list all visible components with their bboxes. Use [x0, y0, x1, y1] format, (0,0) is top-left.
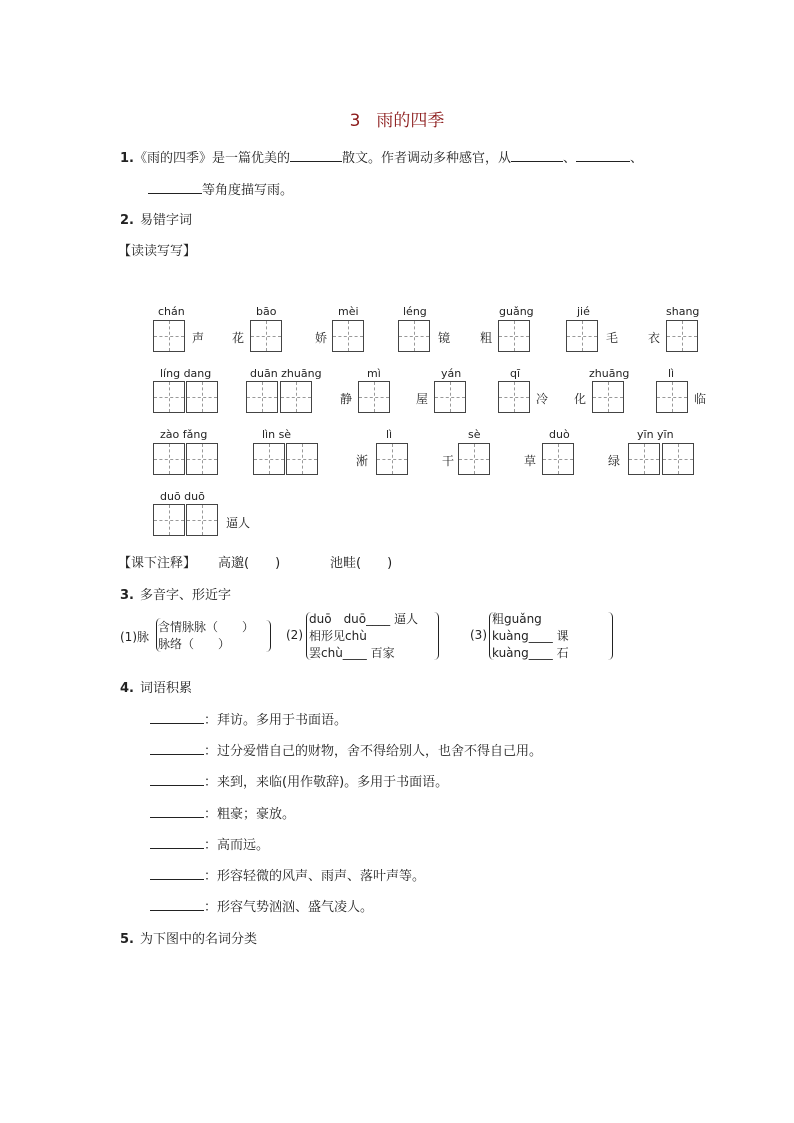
- writing-box[interactable]: [280, 381, 312, 413]
- given-character: 绿: [608, 454, 621, 468]
- question-text: 多音字、形近字: [139, 588, 231, 603]
- writing-box[interactable]: [376, 443, 408, 475]
- fill-blank[interactable]: [150, 805, 204, 818]
- definition-line: [150, 803, 295, 822]
- question-3-heading: [120, 584, 231, 603]
- writing-box[interactable]: [566, 320, 598, 352]
- writing-box[interactable]: [498, 320, 530, 352]
- given-character: 花: [232, 331, 245, 345]
- given-character: 干: [442, 454, 455, 468]
- group-1-label: (1)脉: [120, 630, 149, 644]
- fill-blank[interactable]: [148, 181, 202, 194]
- pinyin: yán: [441, 367, 462, 380]
- right-brace: [608, 612, 613, 660]
- writing-box[interactable]: [246, 381, 278, 413]
- right-brace: [434, 612, 439, 660]
- writing-box[interactable]: [656, 381, 688, 413]
- given-character: 草: [524, 454, 537, 468]
- right-brace: [266, 620, 271, 652]
- definition-text: ：来到，来临(用作敬辞)。多用于书面语。: [204, 775, 449, 790]
- pinyin: bāo: [256, 305, 277, 318]
- page-title: [0, 106, 794, 131]
- given-character: 声: [192, 331, 205, 345]
- question-2-heading: [120, 209, 192, 228]
- fill-blank[interactable]: [576, 149, 630, 162]
- separator: 、: [563, 151, 577, 166]
- writing-box[interactable]: [542, 443, 574, 475]
- section-label-read-write: 【读读写写】: [118, 244, 197, 259]
- question-text: 散文。作者调动多种感官，从: [342, 151, 512, 166]
- group-2-item: 相形见chù: [309, 629, 367, 643]
- writing-box[interactable]: [253, 443, 285, 475]
- pinyin: shang: [666, 305, 700, 318]
- group-3-item: kuàng____ 课: [492, 629, 569, 643]
- lesson-title: 雨的四季: [376, 111, 445, 131]
- writing-box[interactable]: [186, 504, 218, 536]
- question-text: 词语积累: [139, 681, 192, 696]
- question-1-line1: [120, 147, 643, 166]
- definition-text: ：过分爱惜自己的财物，舍不得给别人，也舍不得自己用。: [204, 744, 543, 759]
- writing-box[interactable]: [153, 320, 185, 352]
- note-item-chiqi: 池畦( ): [330, 556, 393, 571]
- pinyin: mì: [367, 367, 381, 380]
- writing-box[interactable]: [458, 443, 490, 475]
- writing-box[interactable]: [398, 320, 430, 352]
- fill-blank[interactable]: [150, 711, 204, 724]
- definition-line: [150, 740, 542, 759]
- given-character: 粗: [480, 331, 493, 345]
- pinyin: líng dang: [160, 367, 212, 380]
- separator: 、: [630, 151, 644, 166]
- writing-box[interactable]: [153, 504, 185, 536]
- question-4-heading: [120, 677, 192, 696]
- writing-box[interactable]: [186, 443, 218, 475]
- fill-blank[interactable]: [511, 149, 563, 162]
- given-character: 淅: [356, 454, 369, 468]
- pinyin: lì: [668, 367, 675, 380]
- given-character: 冷: [536, 392, 549, 406]
- writing-box[interactable]: [628, 443, 660, 475]
- question-number: 3.: [120, 588, 134, 603]
- question-5-heading: [120, 928, 257, 947]
- definition-text: ：形容轻微的风声、雨声、落叶声等。: [204, 869, 426, 884]
- question-text: 等角度描写雨。: [202, 183, 294, 198]
- notes-label: 【课下注释】: [118, 556, 197, 571]
- pinyin: zào fǎng: [160, 428, 208, 441]
- question-text: 《雨的四季》是一篇优美的: [133, 151, 290, 166]
- writing-box[interactable]: [186, 381, 218, 413]
- fill-blank[interactable]: [150, 742, 204, 755]
- given-character: 娇: [315, 331, 328, 345]
- writing-box[interactable]: [498, 381, 530, 413]
- given-character: 毛: [606, 331, 619, 345]
- lesson-number: 3: [349, 111, 361, 131]
- writing-box[interactable]: [153, 381, 185, 413]
- given-character: 镜: [438, 331, 451, 345]
- writing-box[interactable]: [666, 320, 698, 352]
- pinyin: mèi: [338, 305, 359, 318]
- given-character: 屋: [416, 392, 429, 406]
- pinyin: qī: [510, 367, 521, 380]
- group-2-item: duō duō____ 逼人: [309, 612, 418, 626]
- question-number: 4.: [120, 681, 134, 696]
- pinyin: duān zhuāng: [250, 367, 322, 380]
- group-3-item: kuàng____ 石: [492, 646, 569, 660]
- writing-box[interactable]: [286, 443, 318, 475]
- pinyin: jié: [577, 305, 590, 318]
- pinyin: léng: [403, 305, 427, 318]
- writing-box[interactable]: [250, 320, 282, 352]
- pinyin: lìn sè: [262, 428, 292, 441]
- definition-text: ：高而远。: [204, 838, 270, 853]
- question-text: 为下图中的名词分类: [139, 932, 257, 947]
- definition-text: ：粗豪；豪放。: [204, 807, 296, 822]
- definition-line: [150, 865, 425, 884]
- group-2-label: (2): [286, 628, 303, 642]
- fill-blank[interactable]: [150, 898, 204, 911]
- definition-line: [150, 771, 448, 790]
- fill-blank[interactable]: [150, 836, 204, 849]
- given-character: 化: [574, 392, 587, 406]
- definition-text: ：形容气势汹汹、盛气凌人。: [204, 900, 374, 915]
- given-character: 临: [694, 392, 707, 406]
- question-number: 5.: [120, 932, 134, 947]
- question-number: 2.: [120, 213, 134, 228]
- fill-blank[interactable]: [290, 149, 342, 162]
- writing-box[interactable]: [592, 381, 624, 413]
- group-3-item: 粗guǎng: [492, 612, 542, 626]
- writing-box[interactable]: [153, 443, 185, 475]
- given-character: 衣: [648, 331, 661, 345]
- definition-line: [150, 834, 269, 853]
- question-1-line2: [148, 179, 293, 198]
- note-item-gaomiao: 高邈( ): [218, 556, 281, 571]
- fill-blank[interactable]: [150, 867, 204, 880]
- group-1-item: 脉络（ ）: [158, 637, 231, 651]
- definition-line: [150, 896, 373, 915]
- group-1-item: 含情脉脉（ ）: [158, 620, 255, 634]
- group-2-item: 罢chù____ 百家: [309, 646, 395, 660]
- pinyin: zhuāng: [589, 367, 630, 380]
- pinyin: duō duō: [160, 490, 205, 503]
- fill-blank[interactable]: [150, 773, 204, 786]
- definition-line: [150, 709, 347, 728]
- writing-box[interactable]: [358, 381, 390, 413]
- question-text: 易错字词: [139, 213, 192, 228]
- pinyin: sè: [468, 428, 481, 441]
- pinyin: yīn yīn: [637, 428, 674, 441]
- pinyin: lì: [386, 428, 393, 441]
- pinyin: guǎng: [499, 305, 534, 318]
- question-number: 1.: [120, 151, 134, 166]
- writing-box[interactable]: [662, 443, 694, 475]
- pinyin: chán: [158, 305, 185, 318]
- writing-box[interactable]: [332, 320, 364, 352]
- given-character: 逼人: [226, 516, 251, 530]
- group-3-label: (3): [470, 628, 487, 642]
- pinyin: duò: [549, 428, 570, 441]
- given-character: 静: [340, 392, 353, 406]
- writing-box[interactable]: [434, 381, 466, 413]
- definition-text: ：拜访。多用于书面语。: [204, 713, 348, 728]
